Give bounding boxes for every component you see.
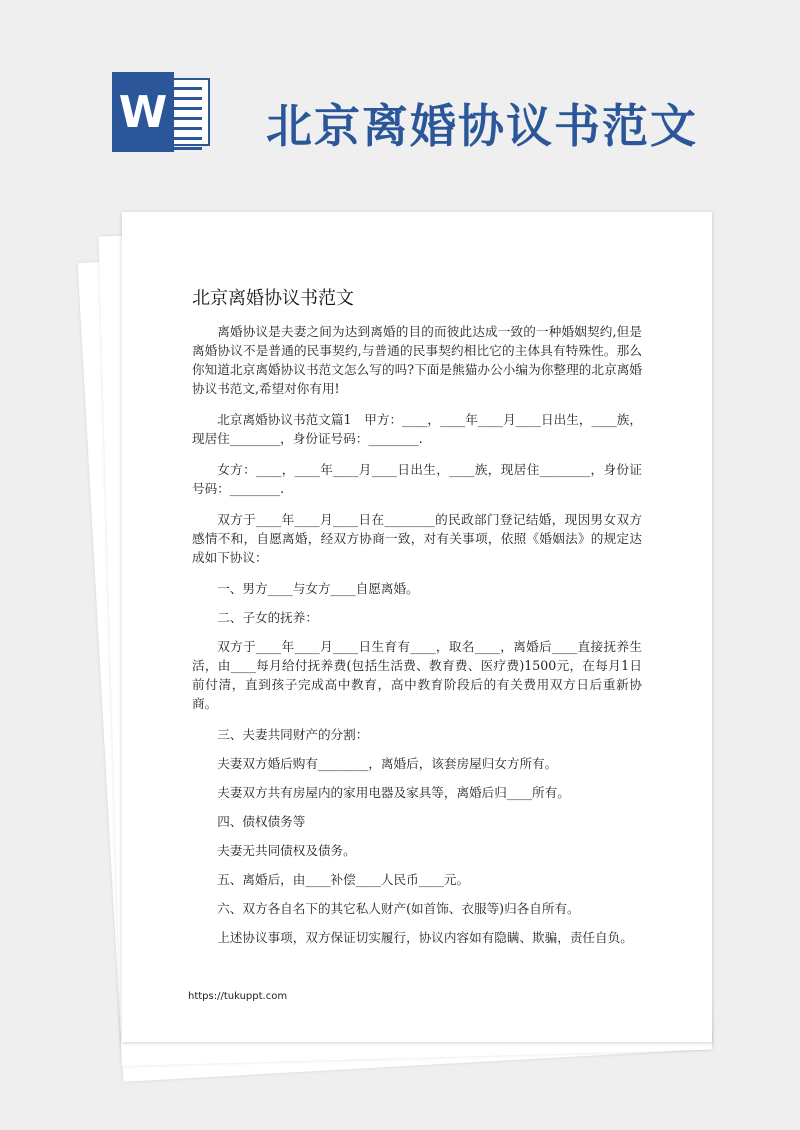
clause-5: 五、离婚后，由____补偿____人民币____元。 — [217, 872, 470, 887]
document-title: 北京离婚协议书范文 — [192, 288, 354, 309]
clause-3-heading: 三、夫妻共同财产的分割： — [217, 727, 369, 742]
clause-1: 一、男方____与女方____自愿离婚。 — [217, 581, 419, 596]
paragraph-marriage: 双方于____年____月____日在________的民政部门登记结婚，现因男女双方感情不和，自愿离婚，经双方协商一致，对有关事项，依照《婚姻法》的规定达成如下协议： — [192, 512, 642, 565]
word-badge: W — [112, 72, 174, 152]
page-title: 北京离婚协议书范文 — [266, 99, 698, 153]
document-body — [192, 322, 642, 959]
clause-3-appliances: 夫妻双方共有房屋内的家用电器及家具等，离婚后归____所有。 — [217, 785, 570, 800]
footer-url[interactable]: https://tukuppt.com — [188, 991, 288, 1002]
paragraph-party-b: 女方：____，____年____月____日出生，____族，现居住________，身份证号码：________. — [192, 462, 642, 496]
clause-6: 六、双方各自名下的其它私人财产(如首饰、衣服等)归各自所有。 — [217, 901, 580, 916]
document-page — [122, 212, 712, 1042]
clause-4-body: 夫妻无共同债权及债务。 — [217, 843, 356, 858]
word-logo-icon — [112, 72, 212, 152]
clause-3-house: 夫妻双方婚后购有________，离婚后，该套房屋归女方所有。 — [217, 756, 558, 771]
paragraph-intro: 离婚协议是夫妻之间为达到离婚的目的而彼此达成一致的一种婚姻契约,但是离婚协议不是普通的民事契约,与普通的民事契约相比它的主体具有特殊性。那么你知道北京离婚协议书范文怎么写的吗?下面是熊猫办公小编为你整理的北京离婚协议书范文,希望对你有用! — [192, 324, 642, 396]
clause-2-heading: 二、子女的抚养： — [217, 610, 318, 625]
paragraph-closing: 上述协议事项，双方保证切实履行，协议内容如有隐瞒、欺骗，责任自负。 — [217, 930, 633, 945]
clause-4-heading: 四、债权债务等 — [217, 814, 306, 829]
clause-2-body: 双方于____年____月____日生育有____，取名____，离婚后____直接抚养生活，由____每月给付抚养费(包括生活费、教育费、医疗费)1500元，在每月1日前付清，直到孩子完成高中教育，高中教育阶段后的有关费用双方日后重新协商。 — [192, 639, 642, 711]
paragraph-party-a: 北京离婚协议书范文篇1 甲方：____，____年____月____日出生，____族，现居住________，身份证号码：________. — [192, 412, 642, 446]
